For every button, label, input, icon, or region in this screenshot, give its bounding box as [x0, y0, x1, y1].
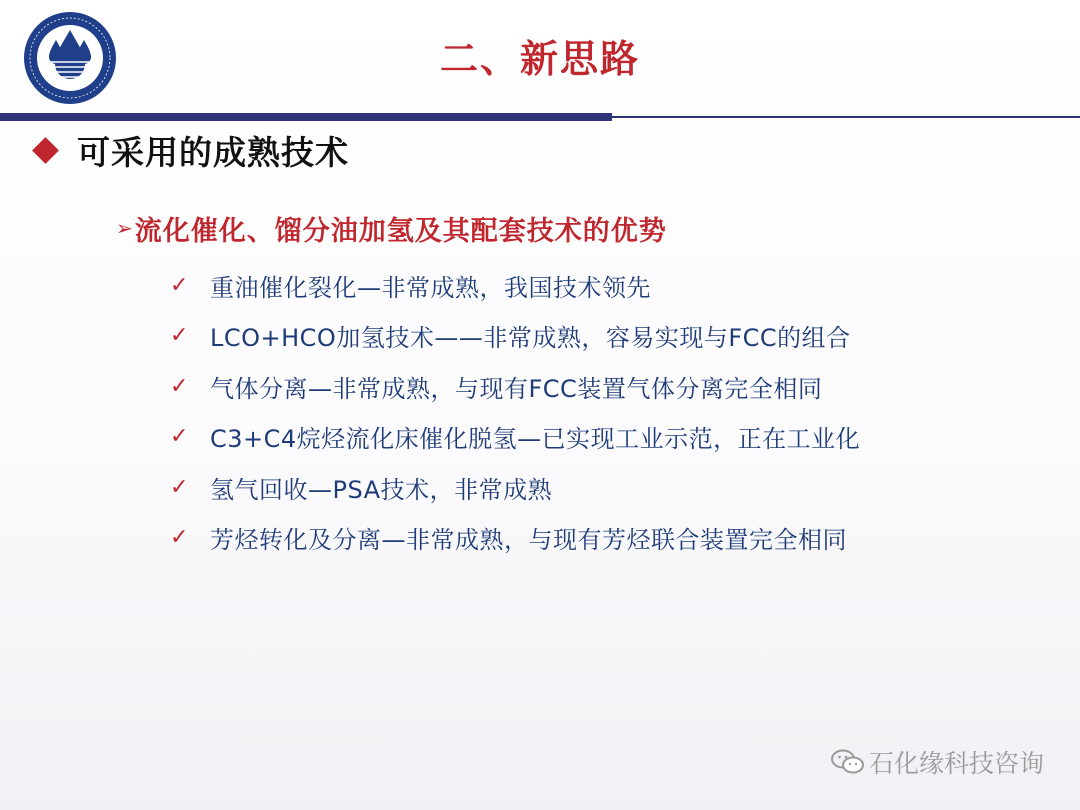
- checkmark-icon: ✓: [170, 424, 189, 450]
- watermark: [831, 744, 1044, 780]
- checkmark-icon: ✓: [170, 525, 189, 551]
- advantage-list: [170, 260, 860, 563]
- list-item-text: 芳烃转化及分离—非常成熟，与现有芳烃联合装置完全相同: [210, 526, 847, 555]
- checkmark-icon: ✓: [170, 323, 189, 349]
- list-item-text: LCO+HCO加氢技术——非常成熟，容易实现与FCC的组合: [210, 324, 851, 353]
- sub-heading-text: 流化催化、馏分油加氢及其配套技术的优势: [134, 215, 667, 247]
- sub-heading: [116, 208, 667, 248]
- wechat-icon: [831, 749, 865, 775]
- list-item: [170, 513, 860, 564]
- list-item: [170, 260, 860, 311]
- list-item-text: 重油催化裂化—非常成熟，我国技术领先: [210, 273, 651, 302]
- checkmark-icon: ✓: [170, 373, 189, 399]
- section-heading-text: 可采用的成熟技术: [77, 132, 349, 172]
- list-item-text: C3+C4烷烃流化床催化脱氢—已实现工业示范，正在工业化: [210, 425, 861, 454]
- list-item: [170, 412, 860, 463]
- section-heading: [30, 128, 349, 172]
- list-item-text: 气体分离—非常成熟，与现有FCC装置气体分离完全相同: [210, 374, 823, 403]
- checkmark-icon: ✓: [170, 474, 189, 500]
- diamond-bullet-icon: [32, 137, 59, 164]
- list-item: [170, 311, 860, 362]
- arrow-bullet-icon: ➢: [116, 216, 133, 240]
- list-item-text: 氢气回收—PSA技术，非常成熟: [210, 475, 553, 504]
- list-item: [170, 361, 860, 412]
- list-item: [170, 462, 860, 513]
- header-rule-thin: [612, 116, 1080, 118]
- slide-title: 二、新思路: [439, 37, 640, 81]
- watermark-text: 石化缘科技咨询: [868, 749, 1044, 778]
- checkmark-icon: ✓: [170, 272, 189, 298]
- header-rule-thick: [0, 113, 612, 121]
